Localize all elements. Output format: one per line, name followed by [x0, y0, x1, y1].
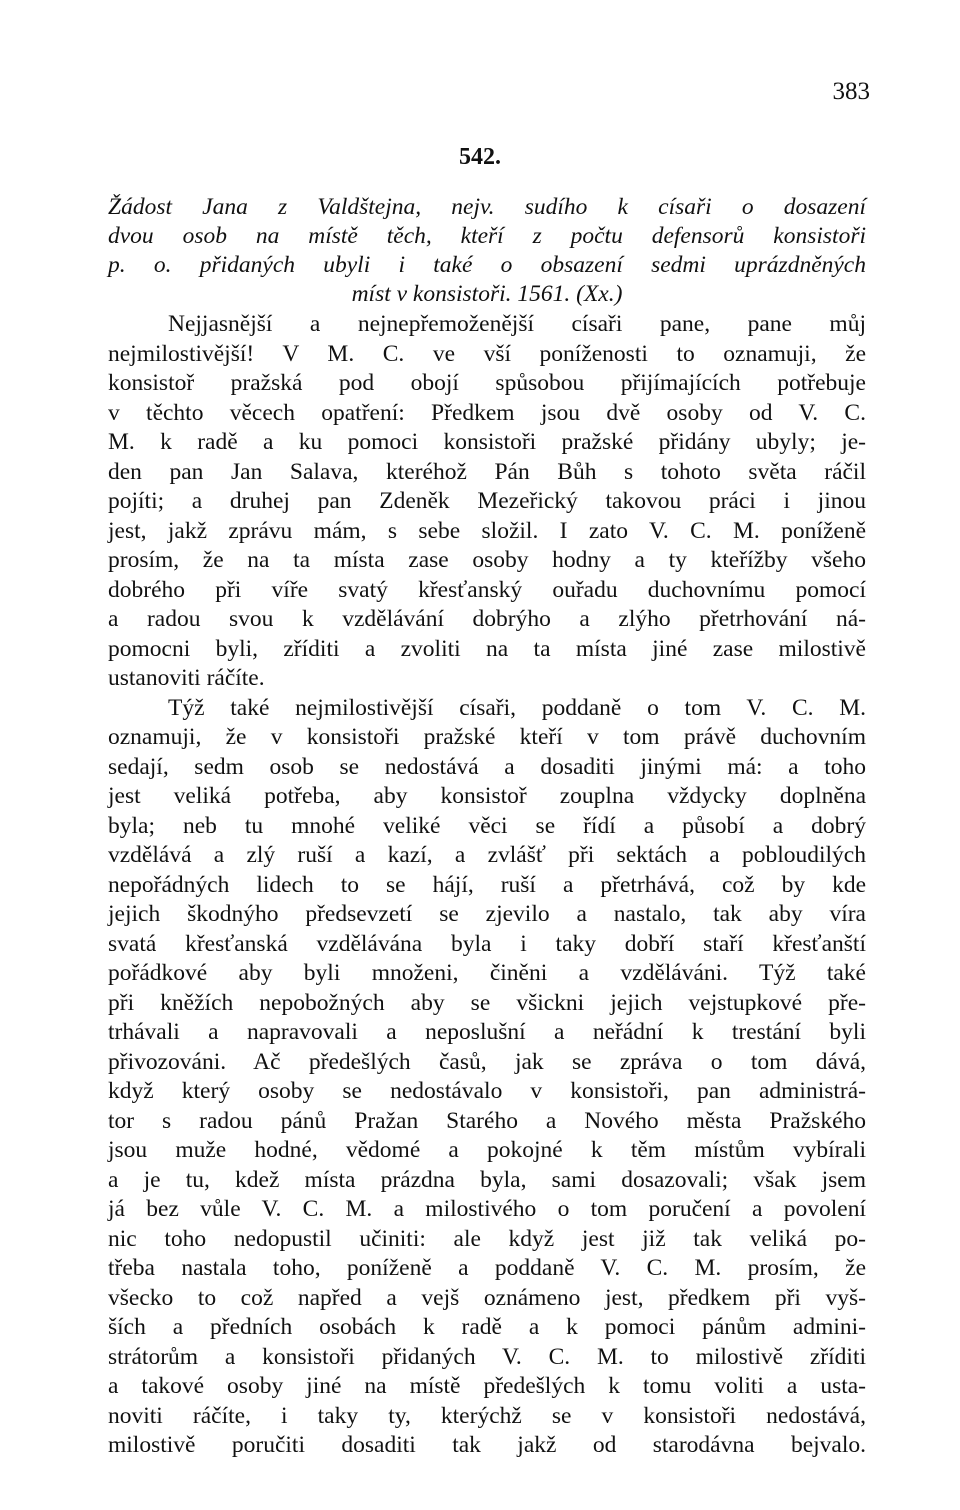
body-line: dobrého při víře svatý křesťanský ouřadu duchovnímu pomocí — [108, 576, 866, 603]
body-line: a takové osoby jiné na místě předešlých k tomu voliti a usta- — [108, 1373, 866, 1399]
body-line: prosím, že na ta místa zase osoby hodny a ty kteřížby všeho — [108, 547, 866, 573]
body-line: v těchto věcech opatření: Předkem jsou dvě osoby od V. C. — [108, 399, 866, 426]
document-body — [108, 310, 866, 1461]
body-line: jejich škodnýho předsevzetí se zjevilo a nastalo, tak aby víra — [108, 901, 866, 927]
body-line: M. k radě a ku pomoci konsistoři pražské přidány ubyly; je- — [108, 429, 866, 455]
document-heading — [108, 193, 866, 309]
body-line: Týž také nejmilostivější císaři, poddaně o tom V. C. M. — [168, 694, 866, 721]
heading-line: Žádost Jana z Valdštejna, nejv. sudího k císaři o dosazení — [108, 194, 866, 220]
body-line: a je tu, kdež místa prázdna byla, sami dosazovali; však jsem — [108, 1166, 866, 1193]
body-line: noviti ráčíte, i taky ty, kterýchž se v konsistoři nedostává, — [108, 1402, 866, 1429]
body-line: jest veliká potřeba, aby konsistoř zouplna vždycky doplněna — [108, 783, 866, 809]
body-line: svatá křesťanská vzdělávána byla i taky dobří staří křesťanští — [108, 930, 866, 957]
body-line: já bez vůle V. C. M. a milostivého o tom poručení a povolení — [108, 1196, 866, 1222]
body-line: vzdělává a zlý ruší a kazí, a zvlášť při sektách a pobloudilých — [108, 842, 866, 868]
body-line: tor s radou pánů Pražan Starého a Nového města Pražského — [108, 1107, 866, 1134]
body-line: strátorům a konsistoři přidaných V. C. M. to milostivě zříditi — [108, 1343, 866, 1370]
body-line: nepořádných lidech to se hájí, ruší a přetrhává, což by kde — [108, 871, 866, 898]
body-line: pořádkové aby byli množeni, činěni a vzděláváni. Týž také — [108, 960, 866, 986]
body-line: byla; neb tu mnohé veliké věci se řídí a působí a dobrý — [108, 812, 866, 839]
body-line: ších a předních osobách k radě a k pomoci pánům admini- — [108, 1314, 866, 1340]
body-line: třeba nastala toho, poníženě a poddaně V. C. M. prosím, že — [108, 1255, 866, 1281]
body-line: přivozováni. Ač předešlých časů, jak se zpráva o tom dává, — [108, 1048, 866, 1075]
body-line: Nejjasnější a nejnepřemoženější císaři pane, pane můj — [168, 311, 866, 337]
heading-line: dvou osob na místě těch, kteří z počtu defensorů konsistoři — [108, 223, 866, 249]
body-line: všecko to což napřed a vejš oznámeno jest, předkem při vyš- — [108, 1284, 866, 1311]
body-line: nic toho nedopustil učiniti: ale když jest již tak veliká po- — [108, 1225, 866, 1252]
heading-line: p. o. přidaných ubyli i také o obsazení sedmi uprázdněných — [108, 252, 866, 278]
body-line: při kněžích nepobožných aby se všickni jejich vejstupkové pře- — [108, 989, 866, 1016]
body-line: den pan Jan Salava, kteréhož Pán Bůh s tohoto světa ráčil — [108, 458, 866, 485]
body-line: konsistoř pražská pod obojí spůsobou přijímajících potřebuje — [108, 370, 866, 396]
heading-line: míst v konsistoři. 1561. (Xx.) — [351, 281, 623, 307]
body-line: když který osoby se nedostávalo v konsistoři, pan administrá- — [108, 1078, 866, 1104]
body-line: jsou muže hodné, vědomé a pokojné k těm místům vybírali — [108, 1137, 866, 1163]
body-line: nejmilostivější! V M. C. ve vší poníženosti to oznamuji, že — [108, 340, 866, 367]
body-line: pojíti; a druhej pan Zdeněk Mezeřický takovou práci i jinou — [108, 488, 866, 514]
body-line: pomocni byli, zříditi a zvoliti na ta místa jiné zase milostivě — [108, 635, 866, 662]
document-number: 542. — [459, 144, 501, 170]
body-line: milostivě poručiti dosaditi tak jakž od starodávna bejvalo. — [108, 1432, 866, 1458]
body-line: jest, jakž zprávu mám, s sebe složil. I zato V. C. M. poníženě — [108, 517, 866, 544]
body-line: a radou svou k vzdělávání dobrýho a zlýho přetrhování ná- — [108, 606, 866, 632]
body-line: oznamuji, že v konsistoři pražské kteří v tom právě duchovním — [108, 724, 866, 750]
body-line: trhávali a napravovali a neposlušní a neřádní k trestání byli — [108, 1019, 866, 1045]
body-line: ustanoviti ráčíte. — [108, 665, 265, 691]
page-number: 383 — [832, 78, 870, 105]
body-line: sedají, sedm osob se nedostává a dosaditi jinými má: a toho — [108, 753, 866, 780]
